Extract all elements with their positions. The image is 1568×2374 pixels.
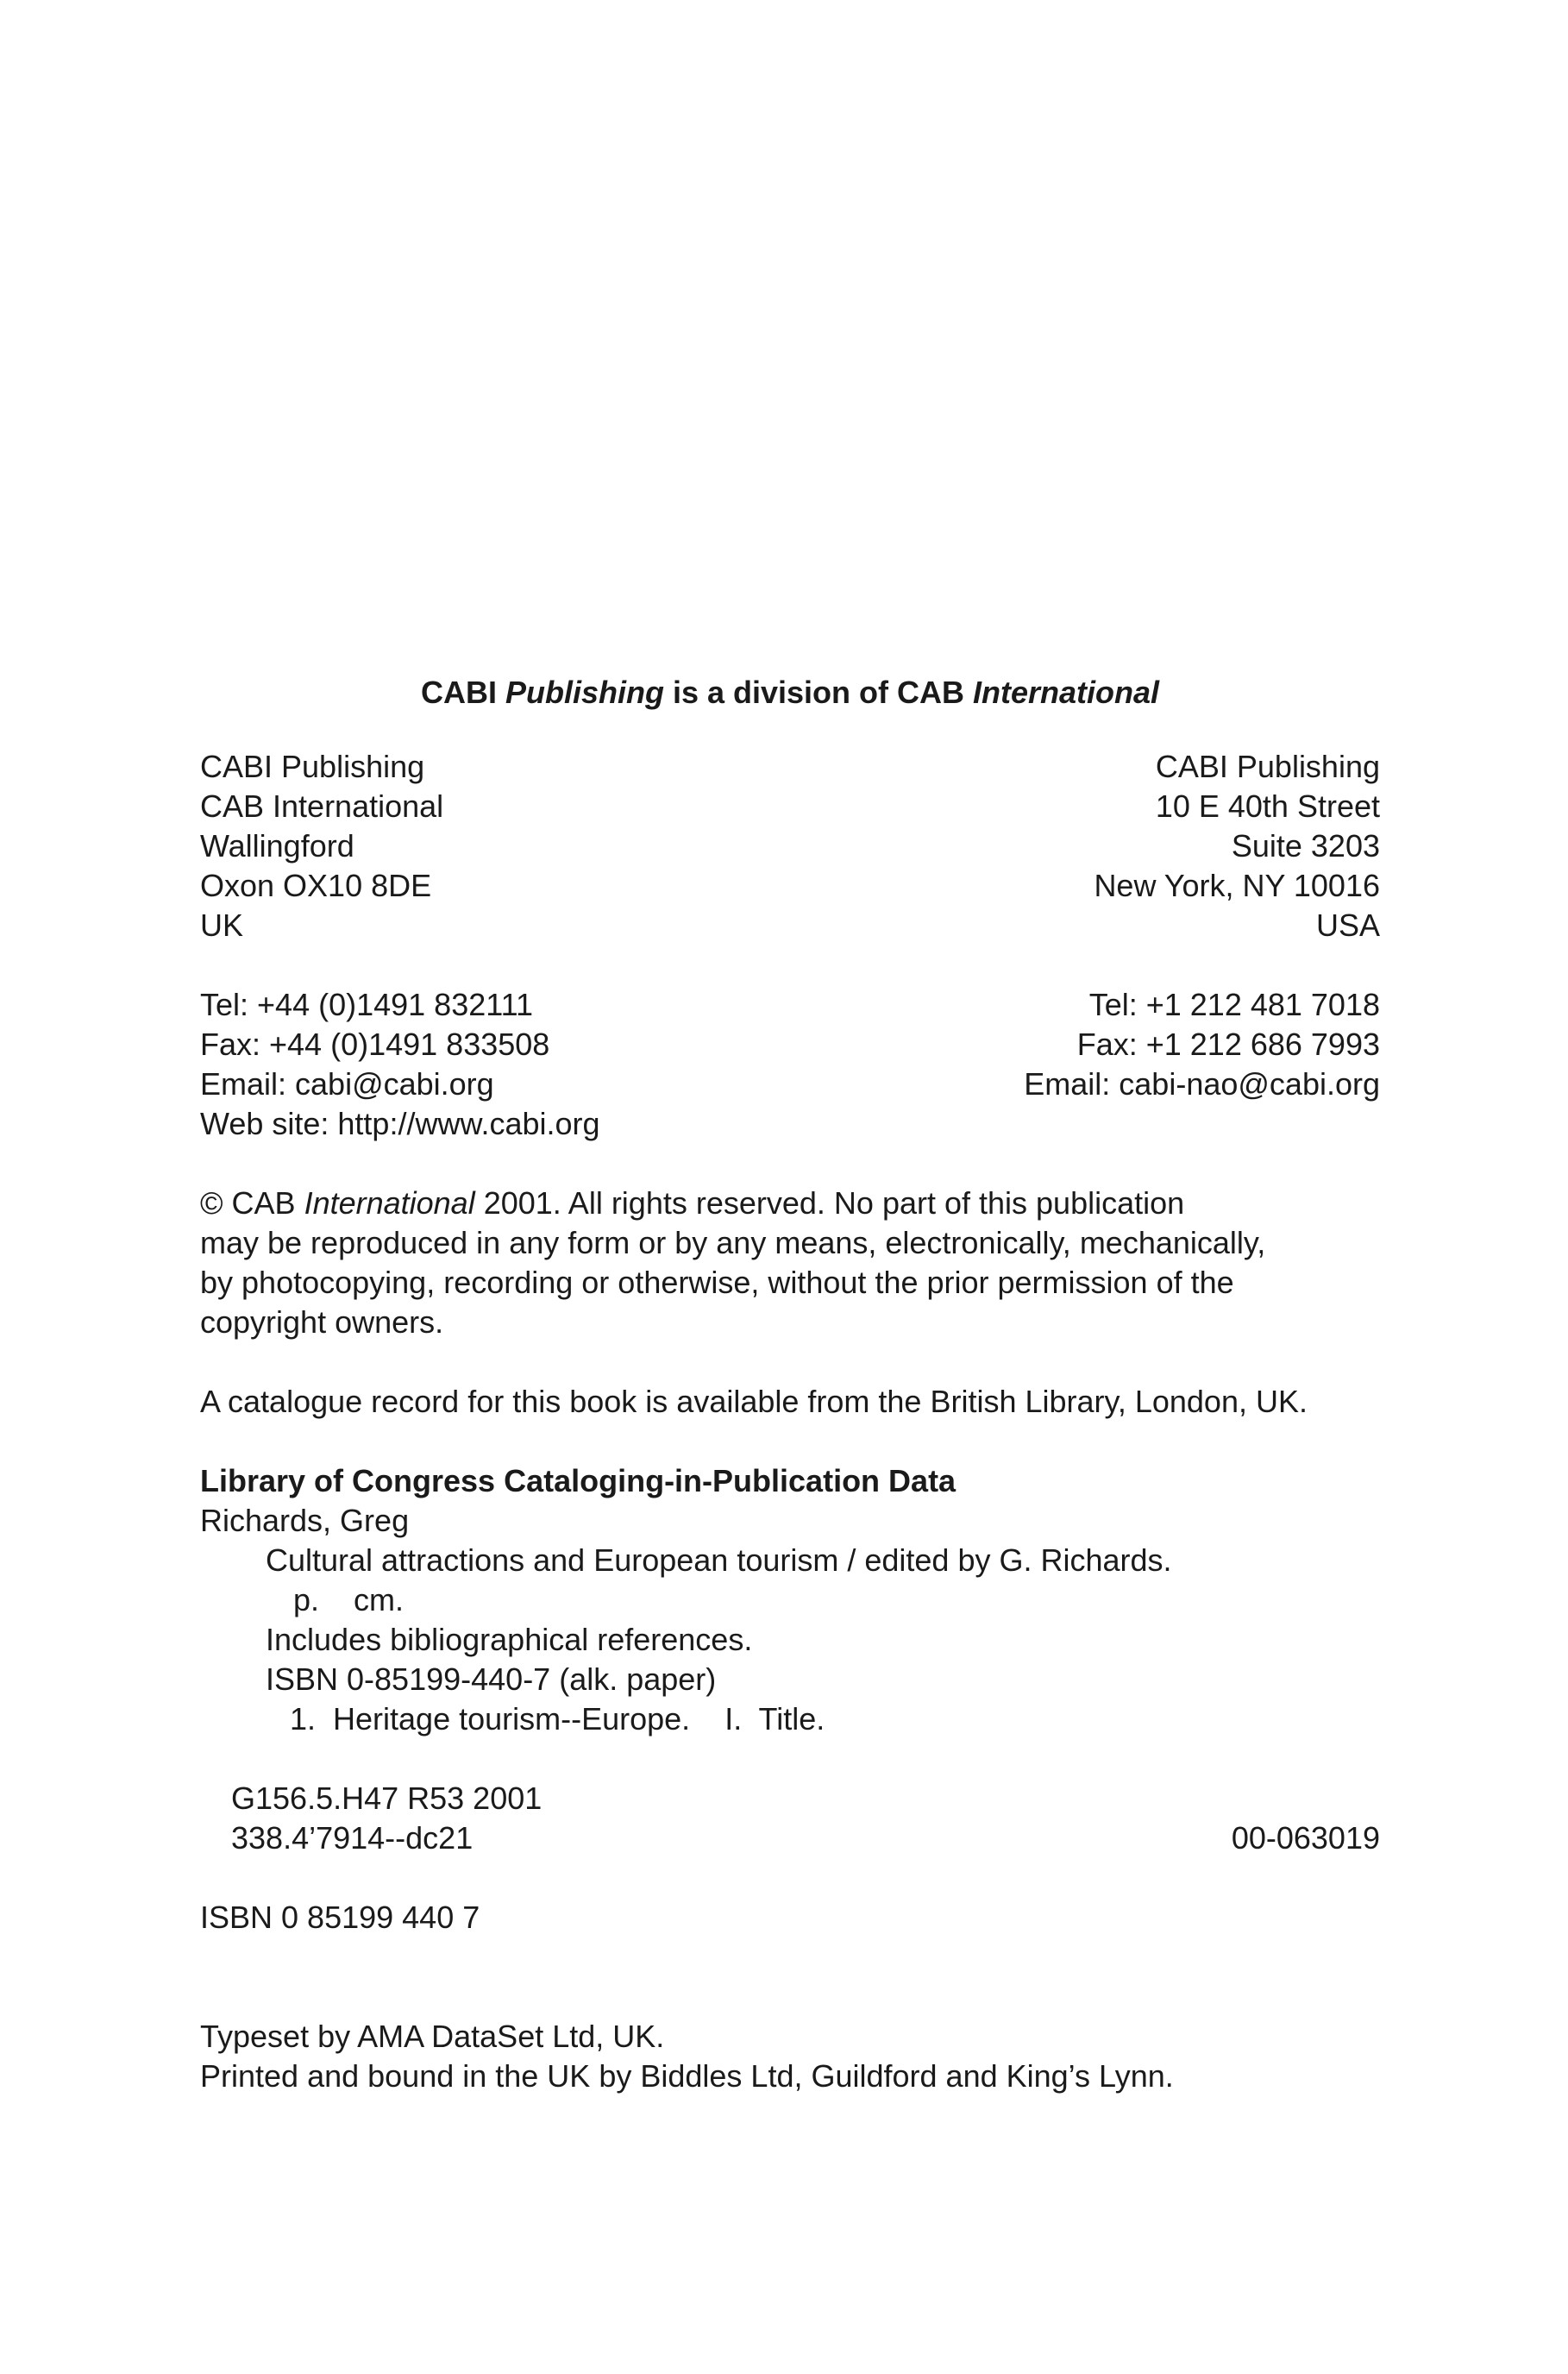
lc-subjects: 1. Heritage tourism--Europe. I. Title.: [290, 1701, 825, 1737]
uk-fax: Fax: +44 (0)1491 833508: [200, 1027, 550, 1062]
copyright-line: [200, 1184, 1380, 1223]
copyright-prefix: © CAB: [200, 1185, 304, 1221]
us-tel: Tel: +1 212 481 7018: [1088, 987, 1380, 1022]
copyright-line: by photocopying, recording or otherwise, without the prior permission of the: [200, 1265, 1234, 1300]
address-uk: [200, 747, 600, 1144]
uk-tel: Tel: +44 (0)1491 832111: [200, 987, 533, 1022]
publisher-heading: [200, 673, 1380, 713]
catalogue-record: [200, 1382, 1380, 1422]
address-us-line: CABI Publishing: [1155, 749, 1380, 784]
lc-classification: G156.5.H47 R53 2001: [231, 1780, 543, 1816]
catalogue-record-text: A catalogue record for this book is available from the British Library, London, UK.: [200, 1384, 1308, 1419]
lc-book-title: Cultural attractions and European tourism / edited by G. Richards.: [266, 1542, 1172, 1578]
heading-international: International: [973, 675, 1160, 710]
address-us-line: USA: [1315, 908, 1380, 943]
lc-classification-row: [200, 1818, 1380, 1858]
addresses: [200, 747, 1380, 1144]
lc-isbn-paper: ISBN 0-85199-440-7 (alk. paper): [266, 1661, 717, 1697]
lc-cataloging-data: [200, 1461, 1380, 1858]
heading-publishing: Publishing: [505, 675, 664, 710]
dewey-classification: 338.4’7914--dc21: [231, 1820, 474, 1856]
lc-title: Library of Congress Cataloging-in-Publication Data: [200, 1463, 956, 1498]
heading-cabi: CABI: [420, 675, 505, 710]
address-us: [1024, 747, 1380, 1144]
copyright-rest: 2001. All rights reserved. No part of this publication: [474, 1185, 1185, 1221]
uk-website: Web site: http://www.cabi.org: [200, 1106, 600, 1141]
lccn: 00-063019: [1231, 1820, 1380, 1856]
address-uk-line: Wallingford: [200, 828, 354, 864]
printer-info: [200, 2017, 1380, 2096]
copyright-notice: [200, 1184, 1380, 1342]
typeset-by: Typeset by AMA DataSet Ltd, UK.: [200, 2019, 665, 2054]
address-uk-line: CABI Publishing: [200, 749, 425, 784]
address-uk-line: UK: [200, 908, 244, 943]
address-us-line: New York, NY 10016: [1094, 868, 1380, 903]
copyright-line: copyright owners.: [200, 1304, 444, 1340]
us-email: Email: cabi-nao@cabi.org: [1024, 1066, 1380, 1102]
address-us-line: Suite 3203: [1231, 828, 1380, 864]
address-uk-line: CAB International: [200, 788, 444, 824]
lc-pages: p. cm.: [293, 1582, 405, 1617]
lc-author: Richards, Greg: [200, 1503, 410, 1538]
lc-bibliography: Includes bibliographical references.: [266, 1622, 753, 1657]
isbn: ISBN 0 85199 440 7: [200, 1900, 480, 1935]
uk-email: Email: cabi@cabi.org: [200, 1066, 494, 1102]
address-uk-line: Oxon OX10 8DE: [200, 868, 432, 903]
heading-division: is a division of CAB: [663, 675, 974, 710]
address-us-line: 10 E 40th Street: [1155, 788, 1380, 824]
copyright-international: International: [304, 1185, 475, 1221]
copyright-page: [200, 673, 1380, 2096]
copyright-line: may be reproduced in any form or by any means, electronically, mechanically,: [200, 1225, 1266, 1260]
printed-by: Printed and bound in the UK by Biddles Ltd, Guildford and King’s Lynn.: [200, 2058, 1174, 2094]
us-fax: Fax: +1 212 686 7993: [1076, 1027, 1380, 1062]
